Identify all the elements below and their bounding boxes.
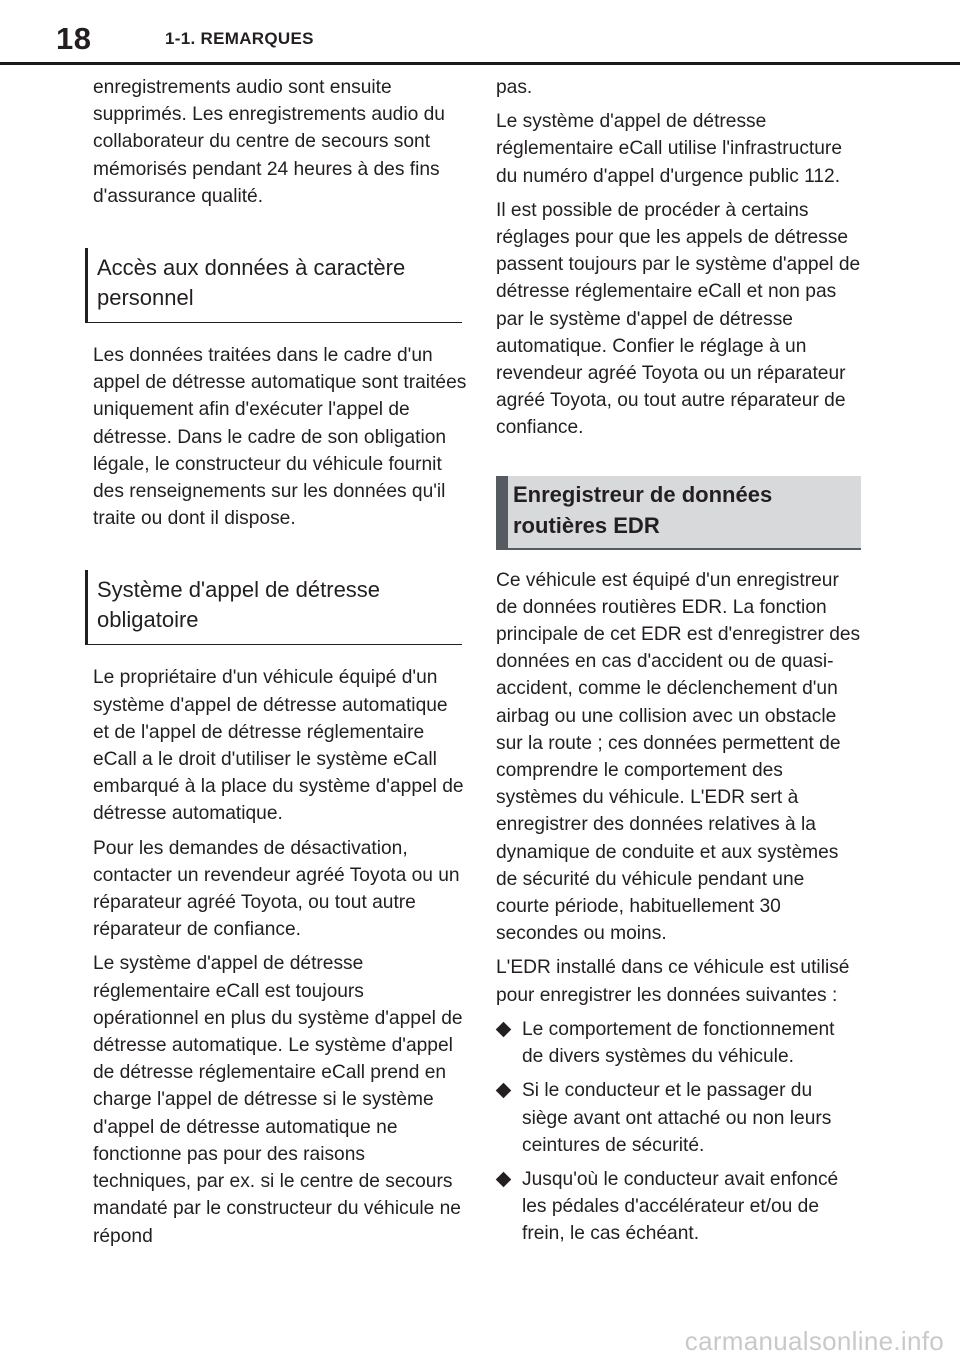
header-divider [0, 62, 960, 65]
section-title: 1-1. REMARQUES [165, 29, 314, 48]
subheading-personal-data: Accès aux données à caractère personnel [85, 248, 462, 323]
list-item-text: Jusqu'où le conducteur avait enfoncé les pédales d'accélérateur et/ou de frein, le cas échéant. [522, 1168, 839, 1245]
list-item [496, 1016, 861, 1070]
diamond-bullet-icon [496, 1172, 512, 1188]
paragraph: Les données traitées dans le cadre d'un appel de détresse automatique sont traitées uniquement afin d'exécuter l'appel de détresse. Dans le cadre de son obligation légale, le constructeur du véhicule fournit des renseignements sur les données qu'il traite ou dont il dispose. [93, 345, 467, 530]
subheading-mandatory-ecall: Système d'appel de détresse obligatoire [85, 570, 462, 645]
edr-data-list [496, 1016, 861, 1248]
list-item [496, 1166, 861, 1248]
diamond-bullet-icon [496, 1083, 512, 1099]
paragraph: Le système d'appel de détresse réglementaire eCall utilise l'infrastructure du numéro d'appel d'urgence public 112. [496, 111, 842, 187]
right-column [496, 74, 861, 1255]
paragraph: Ce véhicule est équipé d'un enregistreur de données routières EDR. La fonction principale de cet EDR est d'enregistrer des données en cas d'accident ou de quasi-accident, comme le déclenchement d'un airbag ou une collision avec un obstacle sur la route ; ces données permettent de comprendre le comportement des systèmes du véhicule. L'EDR sert à enregistrer des données relatives à la dynamique de conduite et aux systèmes de sécurité du véhicule pendant une courte période, habituellement 30 secondes ou moins. [496, 569, 861, 945]
list-item [496, 1077, 861, 1159]
paragraph: Il est possible de procéder à certains réglages pour que les appels de détresse passent toujours par le système d'appel de détresse réglementaire eCall et non pas par le système d'appel de détresse automatique. Confier le réglage à un revendeur agréé Toyota ou un réparateur agréé Toyota, ou tout autre réparateur de confiance. [496, 199, 861, 439]
paragraph: Le propriétaire d'un véhicule équipé d'un système d'appel de détresse automatique et de l'appel de détresse réglementaire eCall a le droit d'utiliser le système eCall embarqué à la place du système d'appel de détresse automatique. [93, 667, 464, 825]
paragraph: Pour les demandes de désactivation, contacter un revendeur agréé Toyota ou un réparateur agréé Toyota, ou tout autre réparateur de confiance. [93, 837, 460, 941]
heading-edr: Enregistreur de données routières EDR [496, 476, 861, 550]
list-item-text: Le comportement de fonctionnement de divers systèmes du véhicule. [522, 1018, 835, 1068]
page-number: 18 [56, 21, 92, 56]
page-header [0, 0, 960, 62]
paragraph: L'EDR installé dans ce véhicule est utilisé pour enregistrer les données suivantes : [496, 957, 850, 1006]
paragraph: enregistrements audio sont ensuite supprimés. Les enregistrements audio du collaborateur du centre de secours sont mémorisés pendant 24 heures à des fins d'assurance qualité. [93, 77, 445, 207]
paragraph: pas. [496, 77, 533, 98]
diamond-bullet-icon [496, 1022, 512, 1038]
list-item-text: Si le conducteur et le passager du siège avant ont attaché ou non leurs ceintures de sécurité. [522, 1080, 832, 1156]
paragraph: Le système d'appel de détresse réglementaire eCall est toujours opérationnel en plus du système d'appel de détresse automatique. Le système d'appel de détresse réglementaire eCall prend en charge l'appel de détresse si le système d'appel de détresse automatique ne fonctionne pas pour des raisons techniques, par ex. si le centre de secours mandaté par le constructeur du véhicule ne répond [93, 953, 463, 1247]
watermark: carmanualsonline.info [684, 1326, 944, 1356]
left-column [93, 74, 468, 1257]
